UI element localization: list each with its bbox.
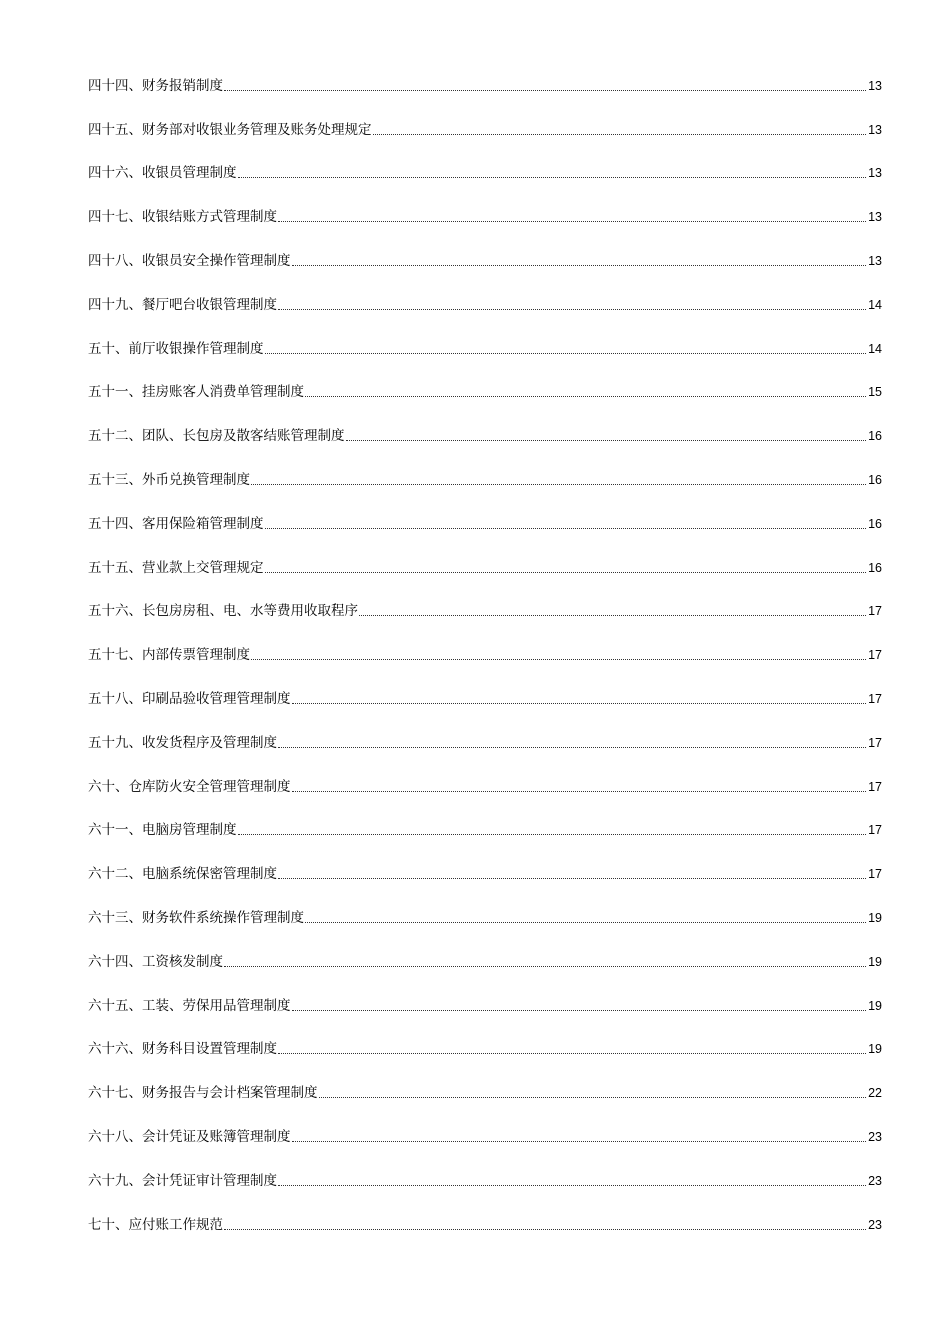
toc-entry-title: 五十九、收发货程序及管理制度 <box>88 734 277 751</box>
toc-entry-title: 六十九、会计凭证审计管理制度 <box>88 1172 277 1189</box>
toc-entry-page-number: 19 <box>868 1042 882 1057</box>
toc-entry[interactable] <box>88 251 882 295</box>
toc-entry-title: 七十、应付账工作规范 <box>88 1216 223 1233</box>
toc-entry-page-number: 17 <box>868 604 882 619</box>
toc-entry-page-number: 22 <box>868 1086 882 1101</box>
toc-entry-title: 五十八、印刷品验收管理管理制度 <box>88 690 291 707</box>
toc-entry-title: 六十五、工装、劳保用品管理制度 <box>88 997 291 1014</box>
toc-entry[interactable] <box>88 602 882 646</box>
toc-entry-page-number: 17 <box>868 735 882 750</box>
toc-entry[interactable] <box>88 120 882 164</box>
toc-entry[interactable] <box>88 908 882 952</box>
toc-entry-title: 五十、前厅收银操作管理制度 <box>88 340 264 357</box>
toc-entry-title: 五十一、挂房账客人消费单管理制度 <box>88 384 304 401</box>
toc-entry-title: 六十八、会计凭证及账簿管理制度 <box>88 1128 291 1145</box>
dot-leader <box>265 528 867 529</box>
toc-entry[interactable] <box>88 164 882 208</box>
toc-entry[interactable] <box>88 821 882 865</box>
toc-entry-page-number: 16 <box>868 516 882 531</box>
toc-entry-title: 六十、仓库防火安全管理管理制度 <box>88 778 291 795</box>
toc-entry[interactable] <box>88 207 882 251</box>
toc-entry-title: 五十四、客用保险箱管理制度 <box>88 515 264 532</box>
dot-leader <box>278 878 866 879</box>
toc-entry-title: 四十六、收银员管理制度 <box>88 165 237 182</box>
toc-entry-title: 四十五、财务部对收银业务管理及账务处理规定 <box>88 121 372 138</box>
toc-entry[interactable] <box>88 383 882 427</box>
toc-entry-page-number: 13 <box>868 78 882 93</box>
dot-leader <box>292 265 867 266</box>
dot-leader <box>305 922 866 923</box>
toc-entry[interactable] <box>88 470 882 514</box>
toc-entry[interactable] <box>88 295 882 339</box>
toc-entry[interactable] <box>88 1040 882 1084</box>
toc-entry-title: 四十九、餐厅吧台收银管理制度 <box>88 296 277 313</box>
dot-leader <box>224 966 866 967</box>
toc-entry-title: 六十三、财务软件系统操作管理制度 <box>88 909 304 926</box>
dot-leader <box>373 134 867 135</box>
toc-entry-title: 五十五、营业款上交管理规定 <box>88 559 264 576</box>
toc-entry-title: 四十七、收银结账方式管理制度 <box>88 209 277 226</box>
toc-entry-title: 六十七、财务报告与会计档案管理制度 <box>88 1085 318 1102</box>
dot-leader <box>278 309 866 310</box>
toc-entry[interactable] <box>88 1215 882 1259</box>
dot-leader <box>292 1010 867 1011</box>
dot-leader <box>278 221 866 222</box>
toc-entry-page-number: 17 <box>868 779 882 794</box>
dot-leader <box>346 440 867 441</box>
toc-entry[interactable] <box>88 864 882 908</box>
toc-entry-page-number: 23 <box>868 1173 882 1188</box>
toc-entry-page-number: 14 <box>868 341 882 356</box>
toc-entry-page-number: 15 <box>868 385 882 400</box>
toc-entry-page-number: 19 <box>868 910 882 925</box>
dot-leader <box>238 834 867 835</box>
toc-entry[interactable] <box>88 689 882 733</box>
toc-entry-page-number: 17 <box>868 648 882 663</box>
toc-entry-page-number: 23 <box>868 1129 882 1144</box>
toc-entry-title: 五十二、团队、长包房及散客结账管理制度 <box>88 428 345 445</box>
toc-entry[interactable] <box>88 1083 882 1127</box>
toc-entry-page-number: 17 <box>868 867 882 882</box>
dot-leader <box>251 659 866 660</box>
toc-entry-page-number: 13 <box>868 166 882 181</box>
toc-entry[interactable] <box>88 777 882 821</box>
toc-entry-page-number: 16 <box>868 560 882 575</box>
toc-entry-page-number: 13 <box>868 122 882 137</box>
dot-leader <box>292 703 867 704</box>
toc-entry-page-number: 19 <box>868 998 882 1013</box>
toc-entry-title: 四十四、财务报销制度 <box>88 77 223 94</box>
dot-leader <box>319 1097 867 1098</box>
toc-entry-page-number: 17 <box>868 823 882 838</box>
toc-entry[interactable] <box>88 952 882 996</box>
dot-leader <box>265 572 867 573</box>
dot-leader <box>251 484 866 485</box>
dot-leader <box>305 396 866 397</box>
dot-leader <box>278 747 866 748</box>
toc-entry[interactable] <box>88 645 882 689</box>
toc-entry-title: 五十六、长包房房租、电、水等费用收取程序 <box>88 603 358 620</box>
dot-leader <box>359 615 866 616</box>
toc-entry-title: 六十六、财务科目设置管理制度 <box>88 1041 277 1058</box>
toc-entry-title: 六十四、工资核发制度 <box>88 953 223 970</box>
toc-entry[interactable] <box>88 1127 882 1171</box>
toc-entry-page-number: 16 <box>868 472 882 487</box>
toc-entry-title: 五十三、外币兑换管理制度 <box>88 471 250 488</box>
toc-entry-page-number: 13 <box>868 253 882 268</box>
toc-entry[interactable] <box>88 514 882 558</box>
dot-leader <box>292 791 867 792</box>
table-of-contents <box>88 76 882 1259</box>
dot-leader <box>292 1141 867 1142</box>
toc-entry[interactable] <box>88 339 882 383</box>
toc-entry-page-number: 23 <box>868 1217 882 1232</box>
toc-entry-title: 六十二、电脑系统保密管理制度 <box>88 866 277 883</box>
dot-leader <box>238 177 867 178</box>
toc-entry-page-number: 17 <box>868 691 882 706</box>
dot-leader <box>224 1229 866 1230</box>
toc-entry-title: 五十七、内部传票管理制度 <box>88 647 250 664</box>
dot-leader <box>278 1053 866 1054</box>
toc-entry-page-number: 14 <box>868 297 882 312</box>
dot-leader <box>278 1185 866 1186</box>
dot-leader <box>224 90 866 91</box>
toc-entry[interactable] <box>88 996 882 1040</box>
toc-entry[interactable] <box>88 76 882 120</box>
toc-entry[interactable] <box>88 733 882 777</box>
toc-entry-page-number: 16 <box>868 429 882 444</box>
toc-entry-title: 四十八、收银员安全操作管理制度 <box>88 252 291 269</box>
dot-leader <box>265 353 867 354</box>
toc-entry-title: 六十一、电脑房管理制度 <box>88 822 237 839</box>
toc-entry-page-number: 19 <box>868 954 882 969</box>
toc-entry[interactable] <box>88 1171 882 1215</box>
toc-entry[interactable] <box>88 426 882 470</box>
toc-entry[interactable] <box>88 558 882 602</box>
toc-entry-page-number: 13 <box>868 210 882 225</box>
